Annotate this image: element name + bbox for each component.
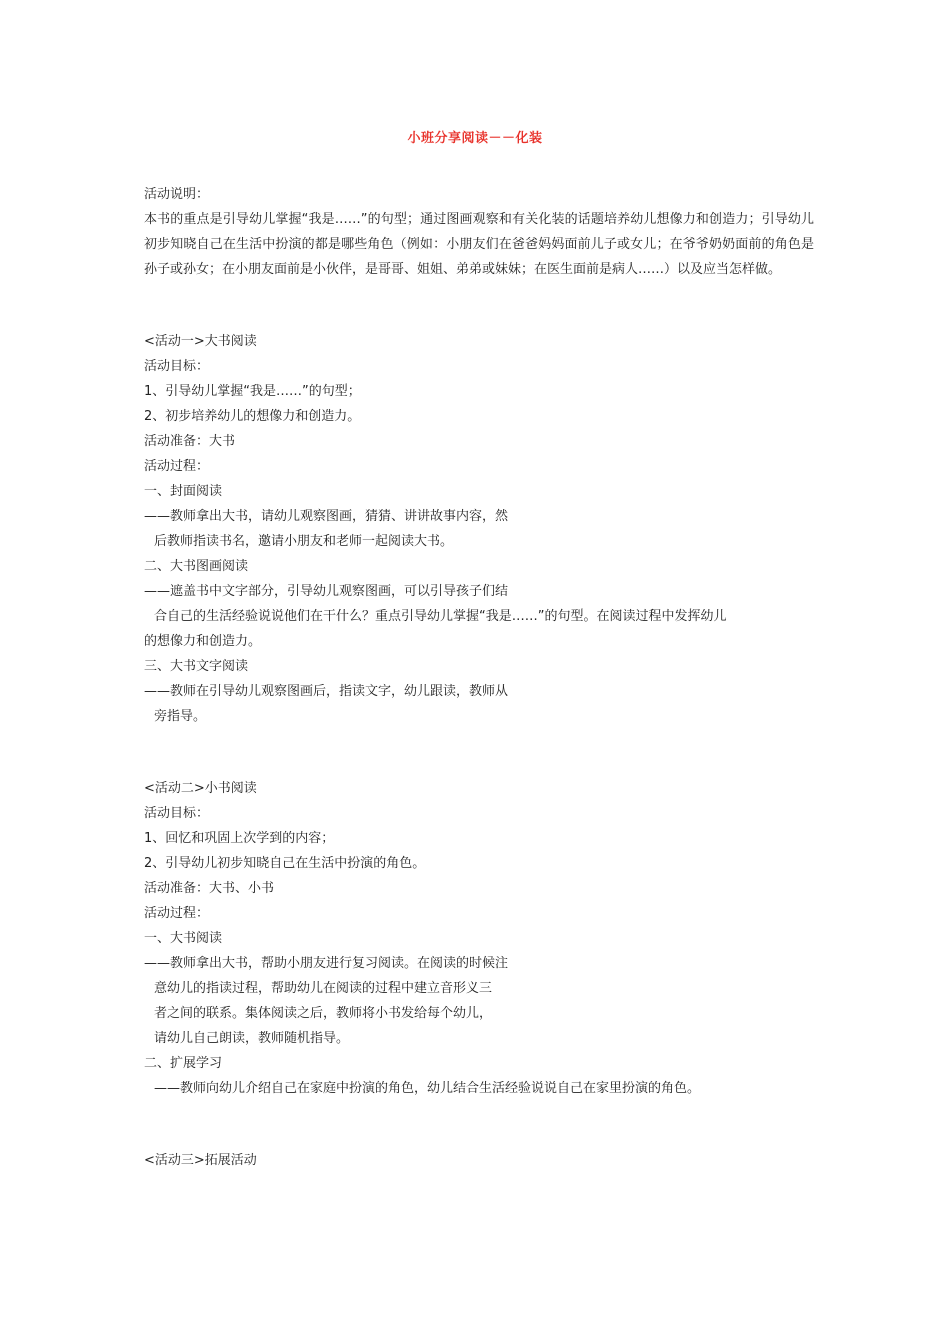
intro-paragraph: 本书的重点是引导幼儿掌握“我是……”的句型；通过图画观察和有关化装的话题培养幼儿想像力和创造力；引导幼儿初步知晓自己在生活中扮演的都是哪些角色（例如：小朋友们在爸爸妈妈面前儿子或女儿；在爷爷奶奶面前的角色是孙子或孙女；在小朋友面前是小伙伴，是哥哥、姐姐、弟弟或妹妹；在医生面前是病人……）以及应当怎样做。 [144,212,814,277]
activity2-goal-2: 2、引导幼儿初步知晓自己在生活中扮演的角色。 [144,856,426,871]
activity1-step2-line3: 的想像力和创造力。 [144,634,262,649]
activity1-step1-line1: ——教师拿出大书，请幼儿观察图画，猜猜、讲讲故事内容，然 [144,509,509,524]
activity1-step3-line1: ——教师在引导幼儿观察图画后，指读文字，幼儿跟读，教师从 [144,684,509,699]
activity1-step2-line2: 合自己的生活经验说说他们在干什么？重点引导幼儿掌握“我是……”的句型。在阅读过程中发挥幼儿 [154,609,727,624]
activity2-step1-line1: ——教师拿出大书，帮助小朋友进行复习阅读。在阅读的时候注 [144,956,509,971]
activity1-process-label: 活动过程： [144,459,210,474]
activity2-step1-line4: 请幼儿自己朗读，教师随机指导。 [154,1031,350,1046]
activity2-step2-title: 二、扩展学习 [144,1056,223,1071]
activity2-process-label: 活动过程： [144,906,210,921]
activity1-step3-title: 三、大书文字阅读 [144,659,249,674]
activity1-goal-1: 1、引导幼儿掌握“我是……”的句型； [144,384,361,399]
activity2-step2-line1: ——教师向幼儿介绍自己在家庭中扮演的角色，幼儿结合生活经验说说自己在家里扮演的角色。 [154,1081,701,1096]
activity2-step1-line2: 意幼儿的指读过程，帮助幼儿在阅读的过程中建立音形义三 [154,981,493,996]
activity1-step1-line2: 后教师指读书名，邀请小朋友和老师一起阅读大书。 [154,534,454,549]
activity2-heading: <活动二>小书阅读 [144,781,257,796]
activity2-step1-line3: 者之间的联系。集体阅读之后，教师将小书发给每个幼儿， [154,1006,493,1021]
activity1-step2-line1: ——遮盖书中文字部分，引导幼儿观察图画，可以引导孩子们结 [144,584,509,599]
activity1-step2-title: 二、大书图画阅读 [144,559,249,574]
document-title: 小班分享阅读－－化装 [407,131,543,146]
activity2-prep: 活动准备：大书、小书 [144,881,275,896]
document-body [144,182,814,1173]
activity1-step1-title: 一、封面阅读 [144,484,223,499]
activity3-heading: <活动三>拓展活动 [144,1153,257,1168]
activity2-goals-label: 活动目标： [144,806,210,821]
activity1-step3-line2: 旁指导。 [154,709,207,724]
activity1-goal-2: 2、初步培养幼儿的想像力和创造力。 [144,409,361,424]
intro-heading: 活动说明： [144,187,210,202]
activity2-goal-1: 1、回忆和巩固上次学到的内容； [144,831,335,846]
activity1-goals-label: 活动目标： [144,359,210,374]
activity2-step1-title: 一、大书阅读 [144,931,223,946]
activity1-prep: 活动准备：大书 [144,434,236,449]
activity1-heading: <活动一>大书阅读 [144,334,257,349]
